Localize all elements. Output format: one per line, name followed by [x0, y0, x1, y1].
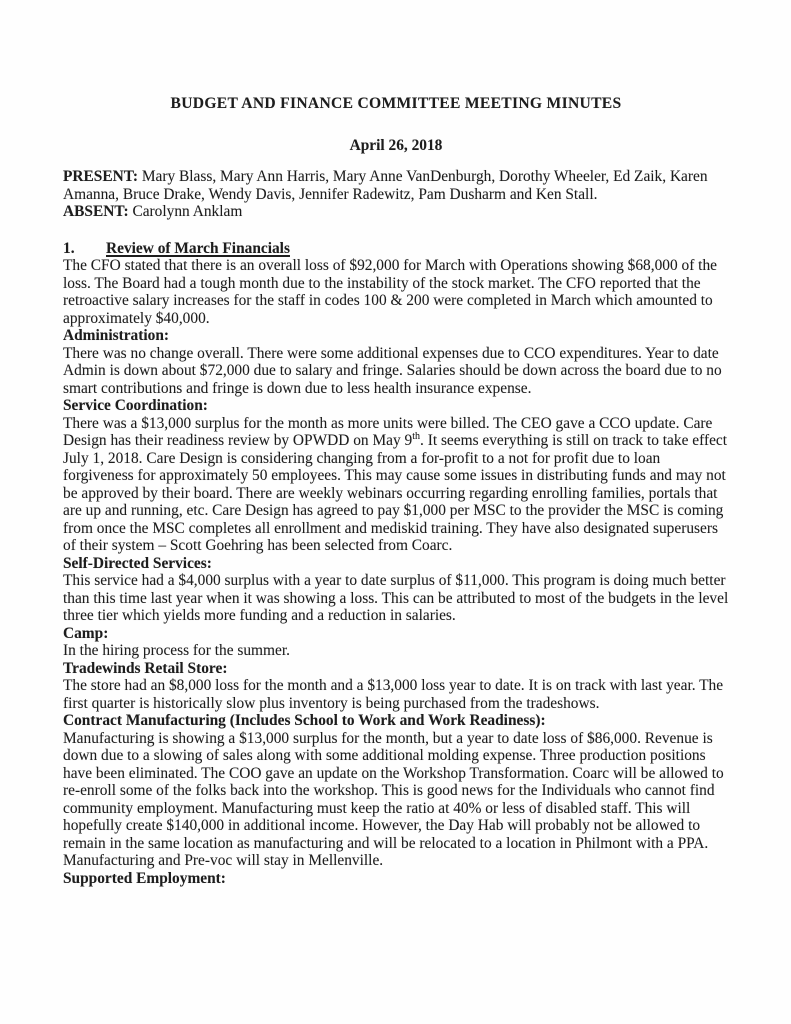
service-coordination-text-post: . It seems everything is still on track to take effect July 1, 2018. Care Design is considering changing from a for-profit to a not for profit due to loan forgiveness for approximately 50 employees. This may cause some issues in distributing funds and may not be approved by their board. There are weekly webinars occurring regarding enrolling families, portals that are up and running, etc. Care Design has agreed to pay $1,000 per MSC to the provider the MSC is coming from once the MSC completes all enrollment and mediskid training. They have also designated superusers of their system – Scott Goehring has been selected from Coarc.: [63, 432, 728, 555]
subsection-heading-supported-employment: Supported Employment:: [63, 869, 226, 887]
subsection-body-tradewinds-retail-store: The store had an $8,000 loss for the month and a $13,000 loss year to date. It is on track with last year. The first quarter is historically slow plus inventory is being purchased from the tradeshows.: [63, 677, 724, 712]
subsection-body-self-directed-services: This service had a $4,000 surplus with a year to date surplus of $11,000. This program is doing much better than this time last year when it was showing a loss. This can be attributed to most of the budgets in the level three tier which yields more funding and a reduction in salaries.: [63, 572, 729, 625]
present-line: [63, 168, 729, 203]
subsection-heading-camp: Camp:: [63, 624, 109, 642]
subsection-body-camp: In the hiring process for the summer.: [63, 642, 290, 660]
subsection-body-service-coordination: [63, 415, 729, 555]
subsection-heading-contract-manufacturing: Contract Manufacturing (Includes School to Work and Work Readiness):: [63, 712, 546, 730]
document-title: BUDGET AND FINANCE COMMITTEE MEETING MINUTES: [170, 95, 622, 112]
ordinal-superscript: th: [412, 431, 420, 443]
subsection-body-contract-manufacturing: Manufacturing is showing a $13,000 surplus for the month, but a year to date loss of $86,000. Revenue is down due to a slowing of sales along with some additional molding expense. Three production positions have been eliminated. The COO gave an update on the Workshop Transformation. Coarc will be allowed to re-enroll some of the folks back into the workshop. This is good news for the Individuals who cannot find community employment. Manufacturing must keep the ratio at 40% or less of disabled staff. This will hopefully create $140,000 in additional income. However, the Day Hab will probably not be allowed to remain in the same location as manufacturing and will be relocated to a location in Philmont with a PPA. Manufacturing and Pre-voc will stay in Mellenville.: [63, 729, 724, 870]
document-date: April 26, 2018: [349, 137, 443, 154]
absent-line: [63, 203, 729, 221]
subsection-body-administration: There was no change overall. There were some additional expenses due to CCO expenditures. Year to date Admin is down about $72,000 due to salary and fringe. Salaries should be down across the board due to no smart contributions and fringe is down due to less health insurance expense.: [63, 344, 722, 397]
attendance-block: [63, 168, 729, 221]
section-number: 1.: [63, 239, 75, 257]
service-coordination-text-pre: There was a $13,000 surplus for the month as more units were billed. The CEO gave a CCO update. Care Design has their readiness review by OPWDD on May 9: [63, 414, 713, 450]
present-names: Mary Blass, Mary Ann Harris, Mary Anne VanDenburgh, Dorothy Wheeler, Ed Zaik, Karen Amanna, Bruce Drake, Wendy Davis, Jennifer Radewitz, Pam Dusharm and Ken Stall.: [63, 168, 708, 203]
present-label: PRESENT:: [63, 168, 138, 185]
section-1-heading-row: [63, 240, 729, 258]
subsection-heading-self-directed-services: Self-Directed Services:: [63, 554, 212, 572]
section-1-intro: The CFO stated that there is an overall loss of $92,000 for March with Operations showing $68,000 of the loss. The Board had a tough month due to the instability of the stock market. The CFO reported that the retroactive salary increases for the staff in codes 100 & 200 were completed in March which amounted to approximately $40,000.: [63, 257, 717, 327]
subsection-heading-service-coordination: Service Coordination:: [63, 397, 208, 415]
subsection-heading-administration: Administration:: [63, 327, 170, 345]
subsection-heading-tradewinds-retail-store: Tradewinds Retail Store:: [63, 659, 228, 677]
absent-label: ABSENT:: [63, 203, 129, 221]
absent-names: Carolynn Anklam: [132, 203, 243, 221]
section-title: Review of March Financials: [106, 239, 290, 257]
